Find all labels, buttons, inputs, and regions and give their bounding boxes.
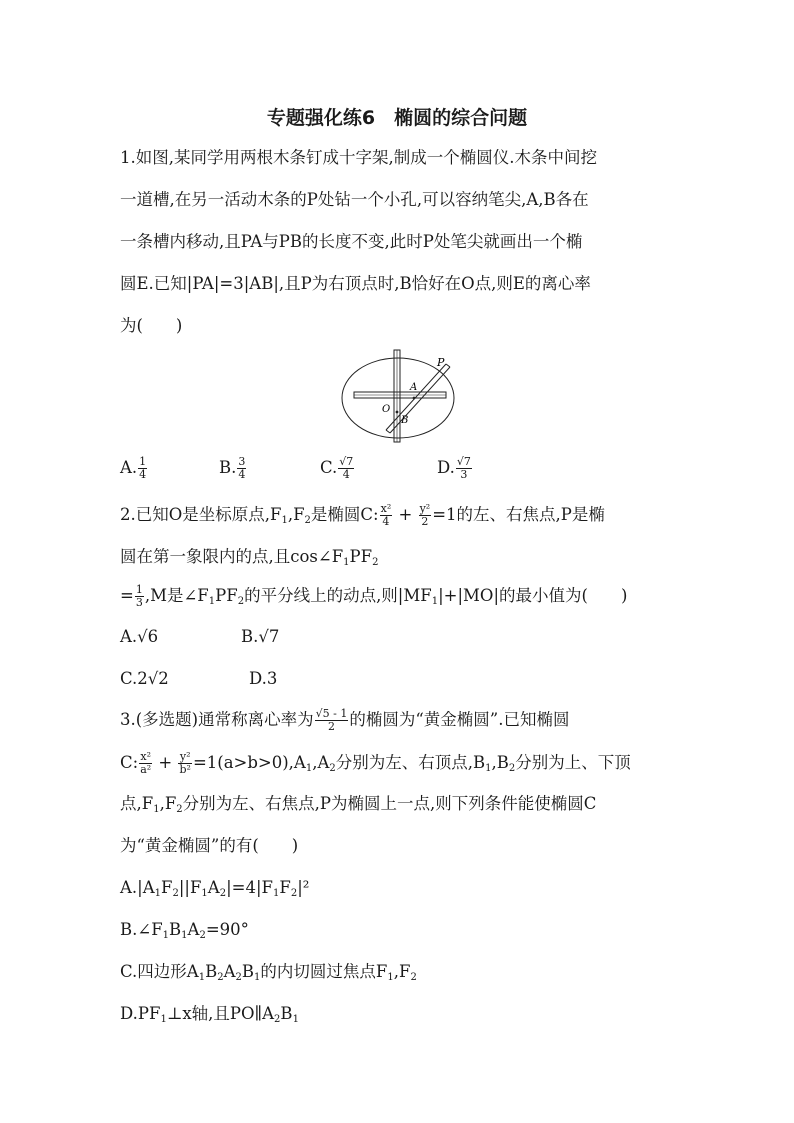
- text: B: [241, 962, 255, 981]
- text: B.∠F: [120, 920, 163, 939]
- frac-num: x²: [380, 502, 392, 515]
- q1-option-d[interactable]: [437, 456, 473, 481]
- subscript: 2: [290, 888, 298, 899]
- text: 分别为上、下顶: [515, 753, 631, 772]
- frac-den: 4: [382, 515, 390, 528]
- text: |²: [297, 878, 310, 897]
- q3-option-a[interactable]: [120, 877, 309, 905]
- fraction: [135, 584, 144, 609]
- text: PF: [349, 547, 373, 566]
- option-value: 2√2: [137, 669, 169, 688]
- text: C.四边形A: [120, 962, 199, 981]
- text: D.PF: [120, 1004, 161, 1023]
- option-prefix: A.: [120, 627, 138, 646]
- text: 的内切圆过焦点F: [260, 962, 388, 981]
- q3-line-1: [120, 708, 569, 733]
- text: =: [120, 586, 134, 605]
- frac-den: 3: [460, 468, 468, 481]
- frac-den: 2: [327, 720, 335, 733]
- text: ⊥x轴,且PO∥A: [166, 1004, 275, 1023]
- subscript: 1: [208, 596, 216, 607]
- subscript: 2: [176, 804, 183, 815]
- option-prefix: A.: [120, 458, 138, 477]
- text: C:: [120, 753, 139, 772]
- subscript: 1: [181, 930, 188, 941]
- subscript: 1: [160, 1014, 167, 1025]
- subscript: 2: [199, 930, 206, 941]
- q2-line-1: [120, 503, 605, 532]
- text: A: [207, 878, 220, 897]
- text: |+|MO|的最小值为( ): [438, 586, 628, 605]
- subscript: 1: [198, 972, 206, 983]
- text: =1(a>b>0),A: [192, 753, 306, 772]
- text: ,B: [491, 753, 509, 772]
- text: ,F: [159, 794, 177, 813]
- frac-num: y²: [179, 750, 191, 763]
- text: |=4|F: [226, 878, 273, 897]
- subscript: 1: [154, 888, 162, 899]
- ellipse-instrument-figure: [340, 348, 460, 446]
- q2-line-2: [120, 546, 378, 574]
- frac-num: y²: [419, 502, 431, 515]
- option-prefix: C.: [120, 669, 138, 688]
- q1-option-a[interactable]: [120, 456, 148, 481]
- text: =90°: [205, 920, 249, 939]
- text: F: [279, 878, 291, 897]
- option-prefix: C.: [320, 458, 338, 477]
- text: A: [187, 920, 200, 939]
- text: A: [223, 962, 236, 981]
- q1-line-1: 1.如图,某同学用两根木条钉成十字架,制成一个椭圆仪.木条中间挖: [120, 148, 597, 167]
- text: A.|A: [120, 878, 155, 897]
- q1-option-c[interactable]: [320, 456, 355, 481]
- frac-den: 4: [238, 468, 246, 481]
- q3-line-4: 为“黄金椭圆”的有( ): [120, 836, 299, 855]
- q2-option-c[interactable]: [120, 669, 169, 688]
- subscript: 1: [387, 972, 394, 983]
- frac-num: 3: [238, 455, 246, 468]
- subscript: 1: [292, 1014, 299, 1025]
- q1-line-5: 为( ): [120, 316, 183, 335]
- subscript: 1: [201, 888, 208, 899]
- fraction: [178, 751, 191, 776]
- frac-num: √7: [456, 455, 471, 468]
- fraction: [419, 503, 432, 528]
- subscript: 2: [372, 557, 379, 568]
- subscript: 1: [305, 763, 313, 774]
- fraction: [456, 456, 472, 481]
- subscript: 2: [235, 972, 242, 983]
- label-p: P: [437, 356, 445, 369]
- frac-den: 2: [421, 515, 429, 528]
- subscript: 2: [219, 888, 227, 899]
- q3-line-2: [120, 751, 631, 780]
- subscript: 2: [329, 763, 336, 774]
- subscript: 1: [485, 763, 492, 774]
- frac-den: b²: [179, 763, 191, 776]
- text: B: [169, 920, 182, 939]
- subscript: 1: [162, 930, 170, 941]
- q1-line-4: 圆E.已知|PA|=3|AB|,且P为右顶点时,B恰好在O点,则E的离心率: [120, 274, 591, 293]
- q1-option-b[interactable]: [219, 456, 247, 481]
- frac-num: √7: [339, 455, 354, 468]
- subscript: 1: [153, 804, 160, 815]
- q2-option-b[interactable]: [241, 627, 279, 646]
- label-o: O: [382, 404, 391, 415]
- text: 是椭圆C:: [310, 505, 379, 524]
- frac-den: 4: [342, 468, 350, 481]
- subscript: 1: [343, 557, 350, 568]
- subscript: 2: [172, 888, 179, 899]
- q3-line-3: [120, 793, 596, 821]
- q3-option-b[interactable]: [120, 919, 249, 947]
- option-prefix: B.: [241, 627, 259, 646]
- plus-sign: +: [153, 753, 178, 772]
- text: 3.(多选题)通常称离心率为: [120, 710, 314, 729]
- frac-num: x²: [140, 750, 151, 763]
- text: ,A: [312, 753, 330, 772]
- subscript: 1: [254, 972, 261, 983]
- plus-sign: +: [393, 505, 418, 524]
- text: 分别为左、右焦点,P为椭圆上一点,则下列条件能使椭圆C: [182, 794, 597, 813]
- frac-num: 1: [139, 455, 147, 468]
- frac-den: 4: [139, 468, 147, 481]
- text: ,F: [393, 962, 411, 981]
- text: 2.已知O是坐标原点,F: [120, 505, 282, 524]
- text: B: [280, 1004, 293, 1023]
- frac-num: 1: [135, 583, 143, 596]
- label-a: A: [410, 382, 418, 393]
- text: 分别为左、右顶点,B: [335, 753, 486, 772]
- subscript: 2: [274, 1014, 281, 1025]
- q3-option-c[interactable]: [120, 961, 417, 989]
- fraction: [315, 708, 349, 733]
- frac-num: √5 - 1: [315, 707, 348, 720]
- text: 的平分线上的动点,则|MF: [244, 586, 432, 605]
- text: PF: [215, 586, 238, 605]
- text: 点,F: [120, 794, 154, 813]
- option-prefix: B.: [219, 458, 237, 477]
- subscript: 2: [217, 972, 224, 983]
- text: =1的左、右焦点,P是椭: [432, 505, 605, 524]
- q3-option-d[interactable]: [120, 1003, 299, 1031]
- q2-option-a[interactable]: [120, 627, 158, 646]
- option-prefix: D.: [437, 458, 455, 477]
- fraction: [338, 456, 354, 481]
- text: ,F: [287, 505, 305, 524]
- fraction: [138, 456, 147, 481]
- q1-line-3: 一条槽内移动,且PA与PB的长度不变,此时P处笔尖就画出一个椭: [120, 232, 583, 251]
- option-value: √6: [137, 627, 159, 646]
- frac-den: 3: [135, 596, 143, 609]
- q1-line-2: 一道槽,在另一活动木条的P处钻一个小孔,可以容纳笔尖,A,B各在: [120, 190, 589, 209]
- text: ||F: [178, 878, 202, 897]
- subscript: 1: [272, 888, 280, 899]
- fraction: [380, 503, 393, 528]
- option-value: √7: [258, 627, 280, 646]
- text: ,M是∠F: [144, 586, 209, 605]
- fraction: [139, 751, 152, 776]
- frac-den: a²: [140, 763, 152, 776]
- fraction: [237, 456, 246, 481]
- text: 圆在第一象限内的点,且cos∠F: [120, 547, 344, 566]
- subscript: 2: [410, 972, 417, 983]
- q2-line-3: [120, 584, 627, 613]
- label-b: B: [401, 415, 409, 426]
- q2-option-d[interactable]: D.3: [249, 669, 278, 688]
- subscript: 2: [237, 596, 245, 607]
- subscript: 1: [281, 515, 288, 526]
- subscript: 1: [431, 596, 439, 607]
- text: F: [161, 878, 173, 897]
- text: B: [205, 962, 218, 981]
- subscript: 2: [304, 515, 311, 526]
- page-title: 专题强化练6 椭圆的综合问题: [266, 107, 528, 129]
- text: 的椭圆为“黄金椭圆”.已知椭圆: [349, 710, 570, 729]
- subscript: 2: [508, 763, 516, 774]
